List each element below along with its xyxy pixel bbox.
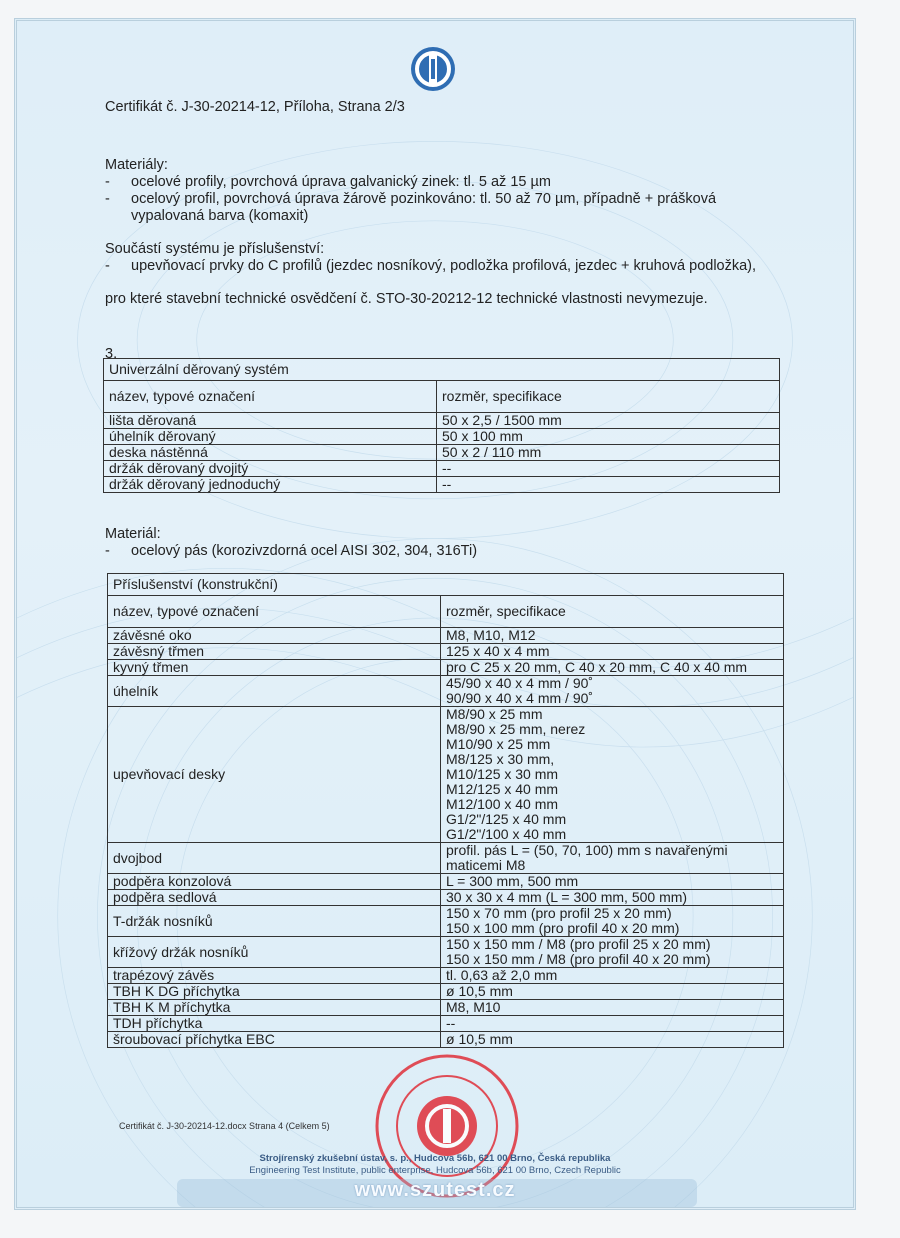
spec-line: M12/100 x 40 mm bbox=[446, 796, 559, 812]
row-spec bbox=[441, 1000, 784, 1016]
accessories-item: - upevňovací prvky do C profilů (jezdec nosníkový, podložka profilová, jezdec + kruhová podložka), bbox=[105, 258, 757, 274]
row-spec bbox=[441, 707, 784, 843]
column-header-name: název, typové označení bbox=[104, 381, 437, 413]
accessories-section bbox=[105, 241, 756, 275]
table-row bbox=[108, 676, 784, 707]
accessories-heading: Součástí systému je příslušenství: bbox=[105, 241, 325, 257]
spec-line: M8, M10 bbox=[446, 999, 501, 1015]
row-name: TBH K DG příchytka bbox=[108, 984, 441, 1000]
materials-item: - ocelové profily, povrchová úprava galvanický zinek: tl. 5 až 15 µm bbox=[105, 174, 551, 190]
table-row bbox=[108, 707, 784, 843]
footer-document-ref: Certifikát č. J-30-20214-12.docx Strana 4 (Celkem 5) bbox=[119, 1121, 330, 1131]
row-spec bbox=[441, 1016, 784, 1032]
spec-line: M8, M10, M12 bbox=[446, 627, 536, 643]
row-name: křížový držák nosníků bbox=[108, 937, 441, 968]
spec-line: maticemi M8 bbox=[446, 857, 526, 873]
note-text: pro které stavební technické osvědčení č. STO-30-20212-12 technické vlastnosti nevymezuje. bbox=[105, 291, 708, 307]
spec-line: 125 x 40 x 4 mm bbox=[446, 643, 550, 659]
column-header-spec: rozměr, specifikace bbox=[437, 381, 780, 413]
row-spec bbox=[441, 676, 784, 707]
footer-institute-cz: Strojírenský zkušební ústav, s. p., Hudcova 56b, 621 00 Brno, Česká republika bbox=[259, 1153, 611, 1164]
spec-line: pro C 25 x 20 mm, C 40 x 20 mm, C 40 x 40 mm bbox=[446, 659, 748, 675]
material-item: - ocelový pás (korozivzdorná ocel AISI 302, 304, 316Ti) bbox=[105, 543, 478, 559]
table-row bbox=[108, 890, 784, 906]
row-spec bbox=[441, 984, 784, 1000]
spec-line: M12/125 x 40 mm bbox=[446, 781, 559, 797]
row-name: TBH K M příchytka bbox=[108, 1000, 441, 1016]
materials-item: - ocelový profil, povrchová úprava žárově pozinkováno: tl. 50 až 70 µm, případně + prášková bbox=[105, 191, 717, 207]
row-spec bbox=[441, 644, 784, 660]
section-number: 3. bbox=[105, 346, 118, 362]
row-name: podpěra konzolová bbox=[108, 874, 441, 890]
spec-line: L = 300 mm, 500 mm bbox=[446, 873, 579, 889]
table-row bbox=[108, 1000, 784, 1016]
table-row bbox=[108, 628, 784, 644]
accessories-table-body bbox=[108, 628, 784, 1048]
table-caption-row bbox=[108, 574, 784, 596]
row-spec bbox=[441, 874, 784, 890]
table-header-row bbox=[108, 596, 784, 628]
table-row bbox=[108, 1032, 784, 1048]
row-name: trapézový závěs bbox=[108, 968, 441, 984]
table-row bbox=[108, 644, 784, 660]
row-spec bbox=[441, 1032, 784, 1048]
row-name: upevňovací desky bbox=[108, 707, 441, 843]
row-name: závěsné oko bbox=[108, 628, 441, 644]
spec-line: G1/2"/125 x 40 mm bbox=[446, 811, 567, 827]
table-row: úhelník děrovaný 50 x 100 mm bbox=[104, 429, 780, 445]
material-section bbox=[105, 526, 477, 560]
page-title: Certifikát č. J-30-20214-12, Příloha, Strana 2/3 bbox=[105, 99, 405, 115]
row-name: T-držák nosníků bbox=[108, 906, 441, 937]
row-name: kyvný třmen bbox=[108, 660, 441, 676]
row-spec bbox=[441, 628, 784, 644]
column-header-name: název, typové označení bbox=[108, 596, 441, 628]
row-spec bbox=[441, 843, 784, 874]
row-name: úhelník bbox=[108, 676, 441, 707]
spec-line: M10/90 x 25 mm bbox=[446, 736, 551, 752]
spec-line: M8/125 x 30 mm, bbox=[446, 751, 555, 767]
table-row bbox=[108, 968, 784, 984]
table-row bbox=[108, 984, 784, 1000]
table-row bbox=[108, 1016, 784, 1032]
material-heading: Materiál: bbox=[105, 526, 161, 542]
spec-line: M8/90 x 25 mm, nerez bbox=[446, 721, 586, 737]
perforated-system-table bbox=[103, 358, 780, 493]
certificate-page bbox=[14, 18, 856, 1210]
spec-line: 30 x 30 x 4 mm (L = 300 mm, 500 mm) bbox=[446, 889, 688, 905]
footer-institute-en: Engineering Test Institute, public enterprise, Hudcova 56b, 621 00 Brno, Czech Republic bbox=[249, 1165, 621, 1176]
spec-line: ø 10,5 mm bbox=[446, 1031, 513, 1047]
row-name: závěsný třmen bbox=[108, 644, 441, 660]
table-row bbox=[108, 937, 784, 968]
materials-item-continued: vypalovaná barva (komaxit) bbox=[131, 208, 309, 224]
table-row: držák děrovaný dvojitý -- bbox=[104, 461, 780, 477]
spec-line: M8/90 x 25 mm bbox=[446, 706, 543, 722]
spec-line: 90/90 x 40 x 4 mm / 90˚ bbox=[446, 690, 594, 706]
table-row: držák děrovaný jednoduchý -- bbox=[104, 477, 780, 493]
spec-line: G1/2"/100 x 40 mm bbox=[446, 826, 567, 842]
table-caption: Příslušenství (konstrukční) bbox=[108, 574, 784, 596]
table-row bbox=[108, 906, 784, 937]
spec-line: 150 x 100 mm (pro profil 40 x 20 mm) bbox=[446, 920, 680, 936]
row-spec bbox=[441, 906, 784, 937]
materials-section bbox=[105, 157, 716, 225]
table-row bbox=[108, 874, 784, 890]
accessories-table bbox=[107, 573, 784, 1048]
table-header-row bbox=[104, 381, 780, 413]
spec-line: 150 x 70 mm (pro profil 25 x 20 mm) bbox=[446, 905, 672, 921]
spec-line: -- bbox=[446, 1015, 456, 1031]
row-spec bbox=[441, 937, 784, 968]
spec-line: profil. pás L = (50, 70, 100) mm s navařenými bbox=[446, 842, 728, 858]
spec-line: M10/125 x 30 mm bbox=[446, 766, 559, 782]
column-header-spec: rozměr, specifikace bbox=[441, 596, 784, 628]
row-name: šroubovací příchytka EBC bbox=[108, 1032, 441, 1048]
table-row bbox=[108, 843, 784, 874]
table-row: lišta děrovaná 50 x 2,5 / 1500 mm bbox=[104, 413, 780, 429]
table-row bbox=[108, 660, 784, 676]
spec-line: tl. 0,63 až 2,0 mm bbox=[446, 967, 558, 983]
table-row: deska nástěnná 50 x 2 / 110 mm bbox=[104, 445, 780, 461]
row-name: TDH příchytka bbox=[108, 1016, 441, 1032]
spec-line: ø 10,5 mm bbox=[446, 983, 513, 999]
footer-website-link[interactable]: www.szutest.cz bbox=[354, 1179, 516, 1201]
szu-logo-icon bbox=[409, 45, 457, 93]
spec-line: 45/90 x 40 x 4 mm / 90˚ bbox=[446, 675, 594, 691]
spec-line: 150 x 150 mm / M8 (pro profil 40 x 20 mm) bbox=[446, 951, 711, 967]
row-spec bbox=[441, 660, 784, 676]
table-caption-row bbox=[104, 359, 780, 381]
row-spec bbox=[441, 968, 784, 984]
row-spec bbox=[441, 890, 784, 906]
row-name: dvojbod bbox=[108, 843, 441, 874]
row-name: podpěra sedlová bbox=[108, 890, 441, 906]
table-caption: Univerzální děrovaný systém bbox=[104, 359, 780, 381]
materials-heading: Materiály: bbox=[105, 157, 168, 173]
spec-line: 150 x 150 mm / M8 (pro profil 25 x 20 mm) bbox=[446, 936, 711, 952]
